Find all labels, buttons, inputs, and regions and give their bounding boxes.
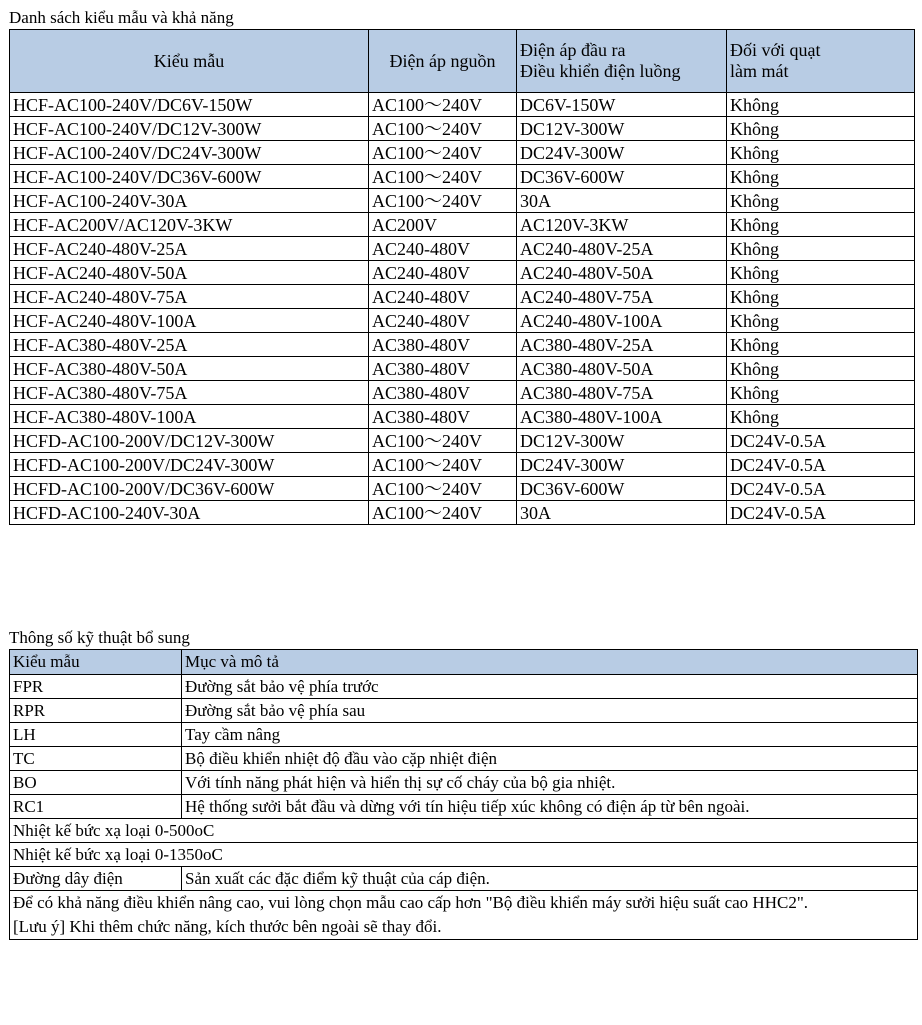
cable-desc: Sản xuất các đặc điểm kỹ thuật của cáp điện.	[182, 867, 918, 891]
supply-voltage-cell: AC240-480V	[369, 285, 517, 309]
option-desc-cell: Tay cầm nâng	[182, 723, 918, 747]
output-voltage-cell: DC6V-150W	[517, 93, 727, 117]
output-voltage-cell: AC240-480V-75A	[517, 285, 727, 309]
supply-voltage-cell: AC380-480V	[369, 333, 517, 357]
table-row	[10, 213, 915, 237]
output-voltage-cell: DC12V-300W	[517, 117, 727, 141]
table-row	[10, 117, 915, 141]
output-voltage-cell: AC380-480V-50A	[517, 357, 727, 381]
option-code-cell: RC1	[10, 795, 182, 819]
model-cell: HCFD-AC100-200V/DC12V-300W	[10, 429, 369, 453]
table-row	[10, 429, 915, 453]
model-cell: HCF-AC100-240V/DC12V-300W	[10, 117, 369, 141]
model-cell: HCF-AC380-480V-25A	[10, 333, 369, 357]
model-cell: HCF-AC380-480V-75A	[10, 381, 369, 405]
options-table	[9, 649, 918, 940]
option-desc-cell: Đường sắt bảo vệ phía sau	[182, 699, 918, 723]
model-cell: HCFD-AC100-240V-30A	[10, 501, 369, 525]
options-header-desc: Mục và mô tả	[182, 650, 918, 675]
cooling-fan-cell: Không	[727, 261, 915, 285]
output-voltage-cell: AC240-480V-100A	[517, 309, 727, 333]
header-supply-voltage: Điện áp nguồn	[369, 30, 517, 93]
cooling-fan-cell: DC24V-0.5A	[727, 429, 915, 453]
options-footer	[10, 819, 918, 940]
table-row	[10, 477, 915, 501]
header-cooling-fan	[727, 30, 915, 93]
cooling-fan-cell: Không	[727, 333, 915, 357]
model-cell: HCF-AC380-480V-50A	[10, 357, 369, 381]
model-cell: HCF-AC200V/AC120V-3KW	[10, 213, 369, 237]
output-voltage-cell: DC36V-600W	[517, 477, 727, 501]
model-cell: HCFD-AC100-200V/DC36V-600W	[10, 477, 369, 501]
option-code-cell: TC	[10, 747, 182, 771]
model-cell: HCF-AC240-480V-25A	[10, 237, 369, 261]
table-row	[10, 891, 918, 940]
options-header-row	[10, 650, 918, 675]
thermometer-1350-row: Nhiệt kế bức xạ loại 0-1350oC	[10, 843, 918, 867]
supply-voltage-cell: AC100～240V	[369, 429, 517, 453]
output-voltage-cell: AC380-480V-100A	[517, 405, 727, 429]
supply-voltage-cell: AC240-480V	[369, 237, 517, 261]
model-cell: HCF-AC100-240V/DC24V-300W	[10, 141, 369, 165]
supply-voltage-cell: AC380-480V	[369, 357, 517, 381]
supply-voltage-cell: AC100～240V	[369, 93, 517, 117]
table-row	[10, 771, 918, 795]
option-code-cell: FPR	[10, 675, 182, 699]
cooling-fan-cell: Không	[727, 285, 915, 309]
cooling-fan-cell: DC24V-0.5A	[727, 501, 915, 525]
table-row	[10, 843, 918, 867]
output-voltage-cell: AC240-480V-25A	[517, 237, 727, 261]
table-row	[10, 453, 915, 477]
output-voltage-cell: 30A	[517, 501, 727, 525]
supply-voltage-cell: AC100～240V	[369, 189, 517, 213]
supply-voltage-cell: AC200V	[369, 213, 517, 237]
table-row	[10, 747, 918, 771]
table-row	[10, 723, 918, 747]
table-row	[10, 141, 915, 165]
table-row	[10, 165, 915, 189]
cable-label: Đường dây điện	[10, 867, 182, 891]
header-output-line-1: Điện áp đầu ra	[520, 40, 626, 60]
cooling-fan-cell: Không	[727, 117, 915, 141]
models-caption: Danh sách kiểu mẫu và khả năng	[9, 8, 234, 27]
table-row	[10, 819, 918, 843]
table-row	[10, 93, 915, 117]
output-voltage-cell: AC380-480V-25A	[517, 333, 727, 357]
cooling-fan-cell: DC24V-0.5A	[727, 477, 915, 501]
cooling-fan-cell: Không	[727, 213, 915, 237]
table-row	[10, 357, 915, 381]
thermometer-500-row: Nhiệt kế bức xạ loại 0-500oC	[10, 819, 918, 843]
table-row	[10, 699, 918, 723]
table-row	[10, 501, 915, 525]
model-cell: HCF-AC100-240V/DC36V-600W	[10, 165, 369, 189]
supply-voltage-cell: AC240-480V	[369, 261, 517, 285]
table-row	[10, 405, 915, 429]
table-row	[10, 867, 918, 891]
table-row	[10, 333, 915, 357]
option-desc-cell: Hệ thống sưởi bắt đầu và dừng với tín hiệu tiếp xúc không có điện áp từ bên ngoài.	[182, 795, 918, 819]
supply-voltage-cell: AC380-480V	[369, 405, 517, 429]
output-voltage-cell: DC12V-300W	[517, 429, 727, 453]
table-row	[10, 309, 915, 333]
option-code-cell: BO	[10, 771, 182, 795]
supply-voltage-cell: AC100～240V	[369, 117, 517, 141]
header-fan-line-2: làm mát	[730, 61, 789, 81]
cooling-fan-cell: Không	[727, 93, 915, 117]
table-row	[10, 237, 915, 261]
option-code-cell: LH	[10, 723, 182, 747]
supply-voltage-cell: AC380-480V	[369, 381, 517, 405]
model-cell: HCF-AC100-240V-30A	[10, 189, 369, 213]
output-voltage-cell: 30A	[517, 189, 727, 213]
cooling-fan-cell: DC24V-0.5A	[727, 453, 915, 477]
header-model: Kiểu mẫu	[10, 30, 369, 93]
output-voltage-cell: AC120V-3KW	[517, 213, 727, 237]
model-cell: HCF-AC240-480V-100A	[10, 309, 369, 333]
cooling-fan-cell: Không	[727, 309, 915, 333]
model-cell: HCFD-AC100-200V/DC24V-300W	[10, 453, 369, 477]
cooling-fan-cell: Không	[727, 405, 915, 429]
header-fan-line-1: Đối với quạt	[730, 40, 821, 60]
output-voltage-cell: DC36V-600W	[517, 165, 727, 189]
output-voltage-cell: DC24V-300W	[517, 453, 727, 477]
cooling-fan-cell: Không	[727, 165, 915, 189]
options-header-model: Kiểu mẫu	[10, 650, 182, 675]
option-code-cell: RPR	[10, 699, 182, 723]
cooling-fan-cell: Không	[727, 381, 915, 405]
supply-voltage-cell: AC100～240V	[369, 141, 517, 165]
table-row	[10, 381, 915, 405]
cooling-fan-cell: Không	[727, 237, 915, 261]
supply-voltage-cell: AC100～240V	[369, 453, 517, 477]
supply-voltage-cell: AC100～240V	[369, 477, 517, 501]
table-row	[10, 285, 915, 309]
table-row	[10, 675, 918, 699]
options-body	[10, 675, 918, 819]
header-output-line-2: Điều khiển điện luồng	[520, 61, 681, 81]
options-caption: Thông số kỹ thuật bổ sung	[9, 628, 190, 647]
table-row	[10, 795, 918, 819]
models-body	[10, 93, 915, 525]
note-dimension-text: [Lưu ý] Khi thêm chức năng, kích thước bên ngoài sẽ thay đổi.	[13, 917, 442, 936]
supply-voltage-cell: AC100～240V	[369, 501, 517, 525]
model-cell: HCF-AC100-240V/DC6V-150W	[10, 93, 369, 117]
cooling-fan-cell: Không	[727, 189, 915, 213]
supply-voltage-cell: AC240-480V	[369, 309, 517, 333]
table-row	[10, 261, 915, 285]
option-desc-cell: Đường sắt bảo vệ phía trước	[182, 675, 918, 699]
output-voltage-cell: AC240-480V-50A	[517, 261, 727, 285]
table-row	[10, 189, 915, 213]
models-table	[9, 29, 915, 525]
model-cell: HCF-AC240-480V-50A	[10, 261, 369, 285]
model-cell: HCF-AC380-480V-100A	[10, 405, 369, 429]
output-voltage-cell: AC380-480V-75A	[517, 381, 727, 405]
supply-voltage-cell: AC100～240V	[369, 165, 517, 189]
cooling-fan-cell: Không	[727, 357, 915, 381]
models-header-row	[10, 30, 915, 93]
header-output-voltage	[517, 30, 727, 93]
output-voltage-cell: DC24V-300W	[517, 141, 727, 165]
note-advanced-text: Để có khả năng điều khiển nâng cao, vui lòng chọn mẫu cao cấp hơn "Bộ điều khiển máy sưởi hiệu suất cao HHC2".	[13, 893, 809, 912]
note-advanced-control	[10, 891, 918, 940]
option-desc-cell: Với tính năng phát hiện và hiển thị sự cố cháy của bộ gia nhiệt.	[182, 771, 918, 795]
cooling-fan-cell: Không	[727, 141, 915, 165]
option-desc-cell: Bộ điều khiển nhiệt độ đầu vào cặp nhiệt điện	[182, 747, 918, 771]
model-cell: HCF-AC240-480V-75A	[10, 285, 369, 309]
